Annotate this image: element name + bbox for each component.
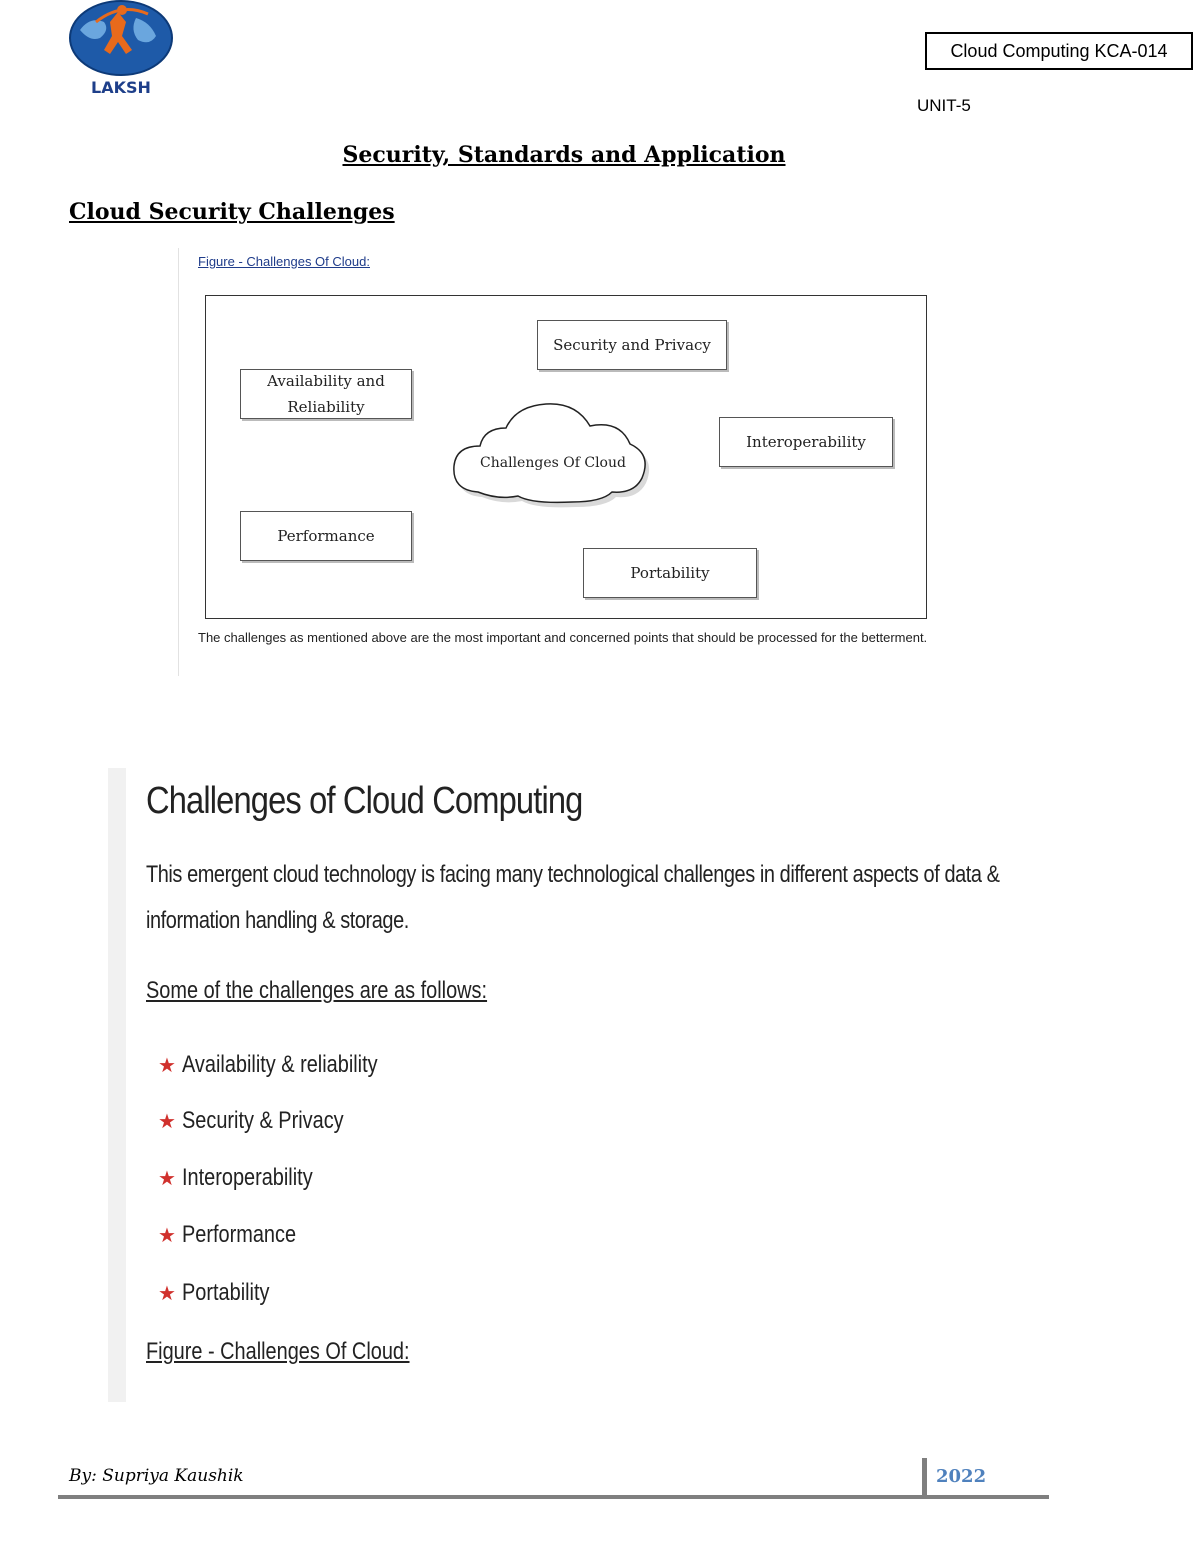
screenshot-figure-caption: Figure - Challenges Of Cloud:	[146, 1338, 410, 1365]
challenge-box-interoperability	[719, 417, 893, 467]
footer-year: 2022	[936, 1466, 987, 1487]
star-icon: ★	[158, 1054, 176, 1077]
list-item	[158, 1218, 319, 1252]
list-item	[158, 1276, 287, 1310]
intro-line: This emergent cloud technology is facing many technological challenges in different aspects of data &	[146, 861, 1000, 888]
cloud-label: Challenges Of Cloud	[480, 455, 626, 471]
laksh-logo	[66, 0, 176, 98]
star-icon: ★	[158, 1224, 176, 1247]
footer-separator	[922, 1458, 927, 1498]
list-item-text: Interoperability	[182, 1164, 313, 1191]
star-icon: ★	[158, 1167, 176, 1190]
challenge-label: Performance	[277, 527, 375, 545]
challenge-box-portability	[583, 548, 757, 598]
star-icon: ★	[158, 1110, 176, 1133]
challenge-box-performance	[240, 511, 412, 561]
course-code: Cloud Computing KCA-014	[950, 40, 1168, 61]
challenge-label: Portability	[630, 564, 710, 582]
list-item	[158, 1048, 418, 1082]
challenge-label: Availability and	[267, 372, 385, 390]
unit-label: UNIT-5	[917, 96, 971, 115]
section-title: Cloud Security Challenges	[69, 199, 395, 225]
challenge-box-availability	[240, 369, 412, 419]
intro-line: information handling & storage.	[146, 907, 409, 934]
list-item-text: Security & Privacy	[182, 1107, 344, 1134]
challenge-label: Reliability	[287, 398, 365, 416]
screenshot-subheading: Some of the challenges are as follows:	[146, 977, 488, 1004]
page-title: Security, Standards and Application	[342, 142, 786, 168]
footer-rule	[58, 1495, 1049, 1499]
screenshot-heading: Challenges of Cloud Computing	[146, 780, 583, 822]
screenshot-side-bar	[108, 768, 126, 1402]
figure-note: The challenges as mentioned above are the most important and concerned points that should be processed for the betterment.	[198, 630, 928, 645]
screenshot-intro	[146, 852, 1136, 944]
challenge-box-security	[537, 320, 727, 370]
footer-author: By: Supriya Kaushik	[69, 1466, 244, 1486]
course-code-box	[925, 32, 1193, 70]
list-item	[158, 1104, 377, 1138]
challenge-label: Security and Privacy	[553, 336, 711, 354]
list-item-text: Availability & reliability	[182, 1051, 378, 1078]
list-item	[158, 1161, 339, 1195]
list-item-text: Performance	[182, 1221, 297, 1248]
star-icon: ★	[158, 1282, 176, 1305]
challenge-label: Interoperability	[746, 433, 866, 451]
list-item-text: Portability	[182, 1279, 270, 1306]
svg-text:LAKSH: LAKSH	[91, 78, 151, 97]
figure-caption: Figure - Challenges Of Cloud:	[198, 254, 370, 269]
